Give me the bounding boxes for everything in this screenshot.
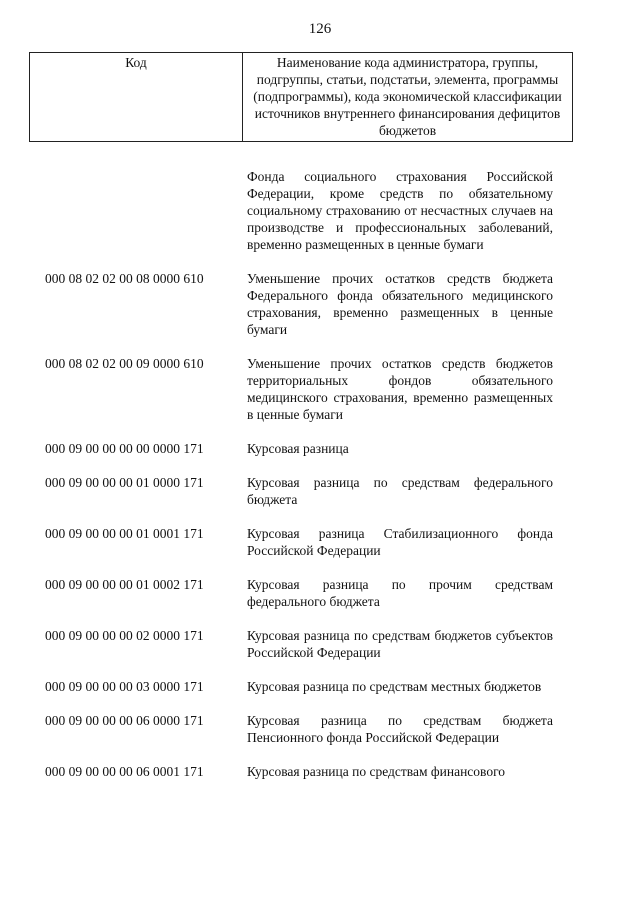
row-code: 000 09 00 00 00 01 0000 171 xyxy=(45,475,204,490)
row-code: 000 08 02 02 00 08 0000 610 xyxy=(45,271,204,286)
page-number: 126 xyxy=(308,21,332,37)
table-row xyxy=(29,763,573,780)
header-code-cell: Код xyxy=(30,53,243,142)
row-name: Курсовая разница по средствам местных бюджетов xyxy=(247,679,542,694)
header-name-cell: Наименование кода администратора, группы, подгруппы, статьи, подстатьи, элемента, программы (подпрограммы), кода экономической классификации источников внутреннего финансирования дефицитов бюджетов xyxy=(243,53,573,142)
row-name: Курсовая разница по средствам бюджета Пенсионного фонда Российской Федерации xyxy=(247,713,553,745)
table-row xyxy=(29,355,573,423)
table-row xyxy=(29,474,573,508)
row-name: Курсовая разница по средствам бюджетов субъектов Российской Федерации xyxy=(247,628,553,660)
table-row xyxy=(29,525,573,559)
table-row xyxy=(29,627,573,661)
row-name: Фонда социального страхования Российской Федерации, кроме средств по обязательному социальному страхованию от несчастных случаев на производстве и профессиональных заболеваний, временно размещенных в ценные бумаги xyxy=(247,169,553,252)
row-name: Курсовая разница xyxy=(247,441,349,456)
table-row xyxy=(29,678,573,695)
row-code: 000 09 00 00 00 01 0002 171 xyxy=(45,577,204,592)
row-code: 000 09 00 00 00 03 0000 171 xyxy=(45,679,204,694)
row-name: Курсовая разница по средствам федерального бюджета xyxy=(247,475,553,507)
table-row xyxy=(29,270,573,338)
row-code: 000 09 00 00 00 06 0000 171 xyxy=(45,713,204,728)
table-header xyxy=(29,52,573,142)
row-name: Курсовая разница Стабилизационного фонда Российской Федерации xyxy=(247,526,553,558)
row-code: 000 09 00 00 00 02 0000 171 xyxy=(45,628,204,643)
row-code: 000 09 00 00 00 06 0001 171 xyxy=(45,764,204,779)
row-code: 000 08 02 02 00 09 0000 610 xyxy=(45,356,204,371)
row-code: 000 09 00 00 00 00 0000 171 xyxy=(45,441,204,456)
row-name: Уменьшение прочих остатков средств бюджета Федерального фонда обязательного медицинского страхования, временно размещенных в ценные бумаги xyxy=(247,271,553,337)
table-body xyxy=(29,168,573,797)
table-header-row xyxy=(30,53,573,142)
table-row xyxy=(29,576,573,610)
table-row xyxy=(29,712,573,746)
row-name: Курсовая разница по средствам финансового xyxy=(247,764,506,779)
table-row xyxy=(29,440,573,457)
row-name: Уменьшение прочих остатков средств бюджетов территориальных фондов обязательного медицинского страхования, временно размещенных в ценные бумаги xyxy=(247,356,553,422)
table-row xyxy=(29,168,573,253)
row-code: 000 09 00 00 00 01 0001 171 xyxy=(45,526,204,541)
row-name: Курсовая разница по прочим средствам федерального бюджета xyxy=(247,577,553,609)
